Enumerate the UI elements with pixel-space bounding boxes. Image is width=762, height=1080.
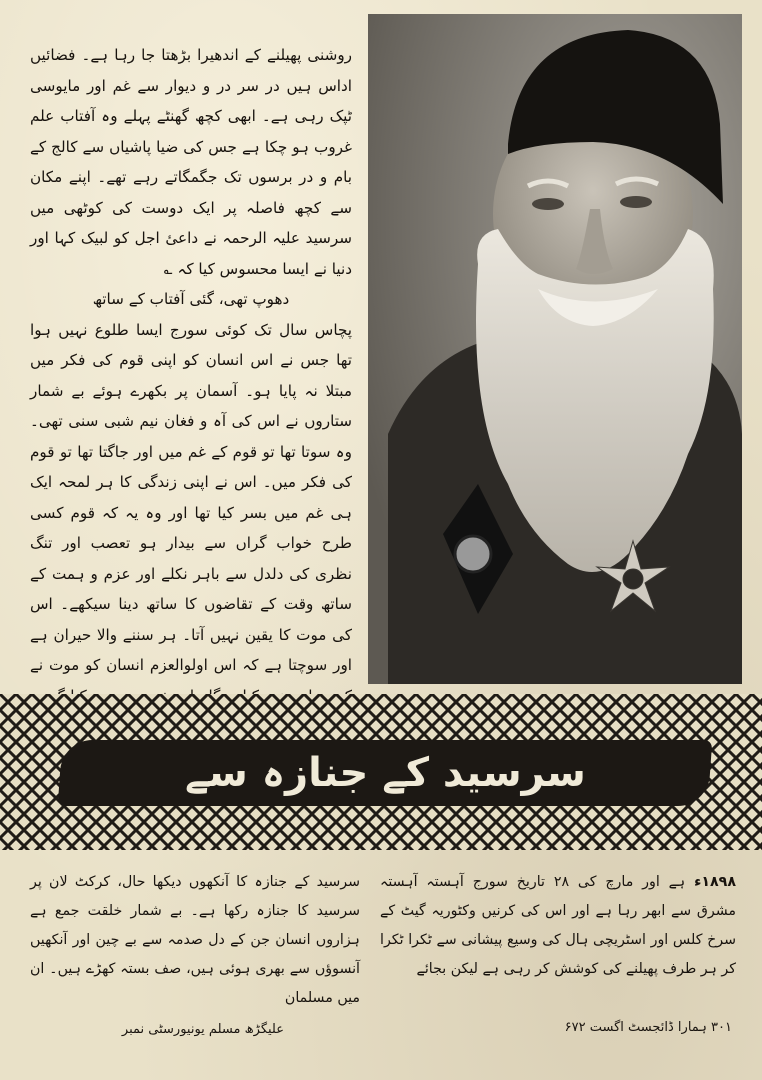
title-banner [0, 694, 762, 850]
portrait-photo [368, 14, 742, 684]
footer-page-info: ۳۰۱ ہمارا ڈائجسٹ اگست ۶۷۲ [564, 1020, 732, 1035]
article-verse: دھوپ تھی، گئی آفتاب کے ساتھ [92, 290, 290, 308]
banner-title-text: سرسید کے جنازہ سے [184, 750, 586, 796]
column-left [30, 868, 360, 1018]
portrait-illustration [368, 14, 742, 684]
article-paragraph-2: پچاس سال تک کوئی سورج ایسا طلوع نہیں ہوا تھا جس نے اس انسان کو اپنی قوم کی فکر میں مبتلا نہ پایا ہو۔ آسمان پر بکھرے ہوئے بے شمار ستاروں نے اس کی آہ و فغان نیم شبی سنی تھی۔ وہ سوتا تھا تو قوم کے غم میں اور جاگتا تھا تو قوم کی فکر میں۔ اس نے اپنی زندگی کا ہر لمحہ ایک ہی غم میں بسر کیا تھا اور وہ یہ کہ قوم کسی طرح خواب گراں سے بیدار ہو تعصب اور تنگ نظری کی دلدل سے باہر نکلے اور عزم و ہمت کے ساتھ وقت کے تقاضوں کا ساتھ دینا سیکھے۔ اس کی موت کا یقین نہیں آتا۔ ہر سننے والا حیران ہے اور سوچتا ہے کہ اس اولوالعزم انسان کو موت نے [30, 320, 352, 674]
column-right-year: ۱۸۹۸ء [694, 874, 736, 890]
column-left-text: سرسید کے جنازہ کا آنکھوں دیکھا حال، کرکٹ لان پر سرسید کا جنازہ رکھا ہے۔ بے شمار خلقت جمع ہے ہزاروں انسان جن کے دل صدمہ سے بے چین اور آنکھیں آنسوؤں سے بھری ہوئی ہیں، صف بستہ کھڑے ہیں۔ ان میں مسلمان [30, 874, 360, 1006]
article-top [30, 40, 352, 680]
column-right-text: ہے اور مارچ کی ۲۸ تاریخ سورج آہستہ آہستہ مشرق سے ابھر رہا ہے اور اس کی کرنیں وکٹوریہ گیٹ کے سرخ کلس اور اسٹریچی ہال کی وسیع پیشانی سے ٹکرا ٹکرا کر ہر طرف پھیلنے کی کوشش کر رہی ہے لیکن بجائے [380, 874, 736, 977]
banner-title-box [58, 740, 713, 806]
column-right [380, 868, 736, 1018]
article-paragraph-1: روشنی پھیلنے کے اندھیرا بڑھتا جا رہا ہے۔ فضائیں اداس ہیں در سر در و دیوار سے غم اور مایوسی ٹپک رہی ہے۔ ابھی کچھ گھنٹے پہلے وہ آفتاب علم غروب ہو چکا ہے جس کی ضیا پاشیاں سے کالج کے بام و در برسوں تک جگمگاتے رہے تھے۔ اپنے مکان سے کچھ فاصلہ پر ایک دوست کی کوٹھی میں سرسید علیہ الرحمہ نے داعیٔ اجل کو لبیک کہا اور دنیا نے ایسا محسوس کیا کہ ؎ [30, 46, 352, 278]
footer-issue-name: علیگڑھ مسلم یونیورسٹی نمبر [121, 1022, 284, 1037]
